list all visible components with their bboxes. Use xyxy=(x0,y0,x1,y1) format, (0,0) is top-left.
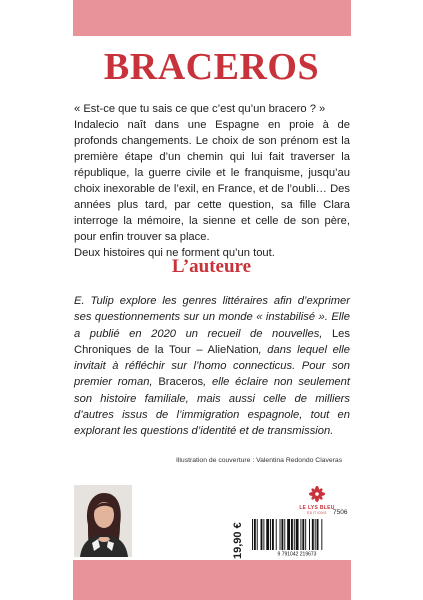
barcode-bar xyxy=(261,519,263,550)
bio-novel-title: Braceros xyxy=(158,376,204,389)
barcode-bar xyxy=(296,519,299,550)
top-color-band xyxy=(73,0,351,36)
price-label: 19,90 € xyxy=(232,522,244,559)
bio-part: , elle éclaire non seulement son histoire familiale, mais aussi celle de milliers d’autres issus de l’immigration espagnole, tout en explorant les questions d’identité et de transmission. xyxy=(74,376,350,438)
book-title: BRACEROS xyxy=(103,46,320,88)
synopsis-line: Deux histoires qui ne forment qu’un tout. xyxy=(74,247,275,259)
barcode-bar xyxy=(254,519,256,550)
barcode-bar xyxy=(302,519,304,550)
barcode-bar xyxy=(257,519,258,550)
author-portrait-icon xyxy=(74,485,132,557)
barcode-bar xyxy=(284,519,285,550)
author-heading: L’auteure xyxy=(171,256,252,277)
barcode-bar xyxy=(263,519,264,550)
synopsis-line: Indalecio naît dans une Espagne en proie à de profonds changements. Le choix de son prénom est la première étape d’un chemin qui lui fait traverser la république, la guerre civile et le franquisme, jusqu’au choix inexorable de l’exil, en France, et de l’oubli… Des années plus tard, par cette question, sa fille Clara interroge la mémoire, la sienne et celle de son père, pour enfin trouver sa place. xyxy=(74,119,350,243)
synopsis xyxy=(74,101,350,261)
barcode-bar xyxy=(317,519,319,550)
bio-part: , dans lequel elle invitait à réfléchir sur l’homo connecticus. Pour son premier roman, xyxy=(74,343,350,389)
bottom-color-band xyxy=(73,560,351,600)
author-photo xyxy=(74,485,132,557)
publisher-logo xyxy=(297,485,337,515)
barcode-bar xyxy=(270,519,271,550)
lily-flower-icon xyxy=(308,485,326,503)
barcode-bar xyxy=(266,519,269,550)
barcode-bar xyxy=(321,519,322,550)
cover-credit: Illustration de couverture : Valentina Redondo Claveras xyxy=(176,457,343,464)
publisher-sub: ÉDITIONS xyxy=(307,511,327,515)
barcode-bar xyxy=(315,519,316,550)
barcode-bar xyxy=(309,519,310,550)
synopsis-line: « Est-ce que tu sais ce que c’est qu’un bracero ? » xyxy=(74,103,326,115)
barcode-bar xyxy=(305,519,306,550)
barcode-bar xyxy=(291,519,293,550)
barcode-bar xyxy=(272,519,274,550)
barcode-bar xyxy=(287,519,290,550)
bio-part: E. Tulip explore les genres littéraires afin d’exprimer ses questionnements sur un monde « instabilisé ». Elle a publié en 2020 un recueil de nouvelles, xyxy=(74,295,350,340)
bio-book-title: Les Chroniques de la Tour – AlieNation xyxy=(74,327,350,356)
barcode-bar xyxy=(280,519,281,550)
barcode xyxy=(248,517,346,557)
barcode-bar xyxy=(312,519,314,550)
barcode-bar xyxy=(281,519,283,550)
reference-number: 7506 xyxy=(333,509,348,516)
barcode-bar xyxy=(300,519,301,550)
barcode-icon xyxy=(248,517,346,557)
barcode-bar xyxy=(276,519,277,550)
author-bio xyxy=(74,293,350,440)
barcode-isbn-text: 9 791042 219673 xyxy=(277,551,317,557)
publisher-name: LE LYS BLEU xyxy=(299,505,335,511)
barcode-bar xyxy=(252,519,253,550)
barcode-bar xyxy=(294,519,295,550)
